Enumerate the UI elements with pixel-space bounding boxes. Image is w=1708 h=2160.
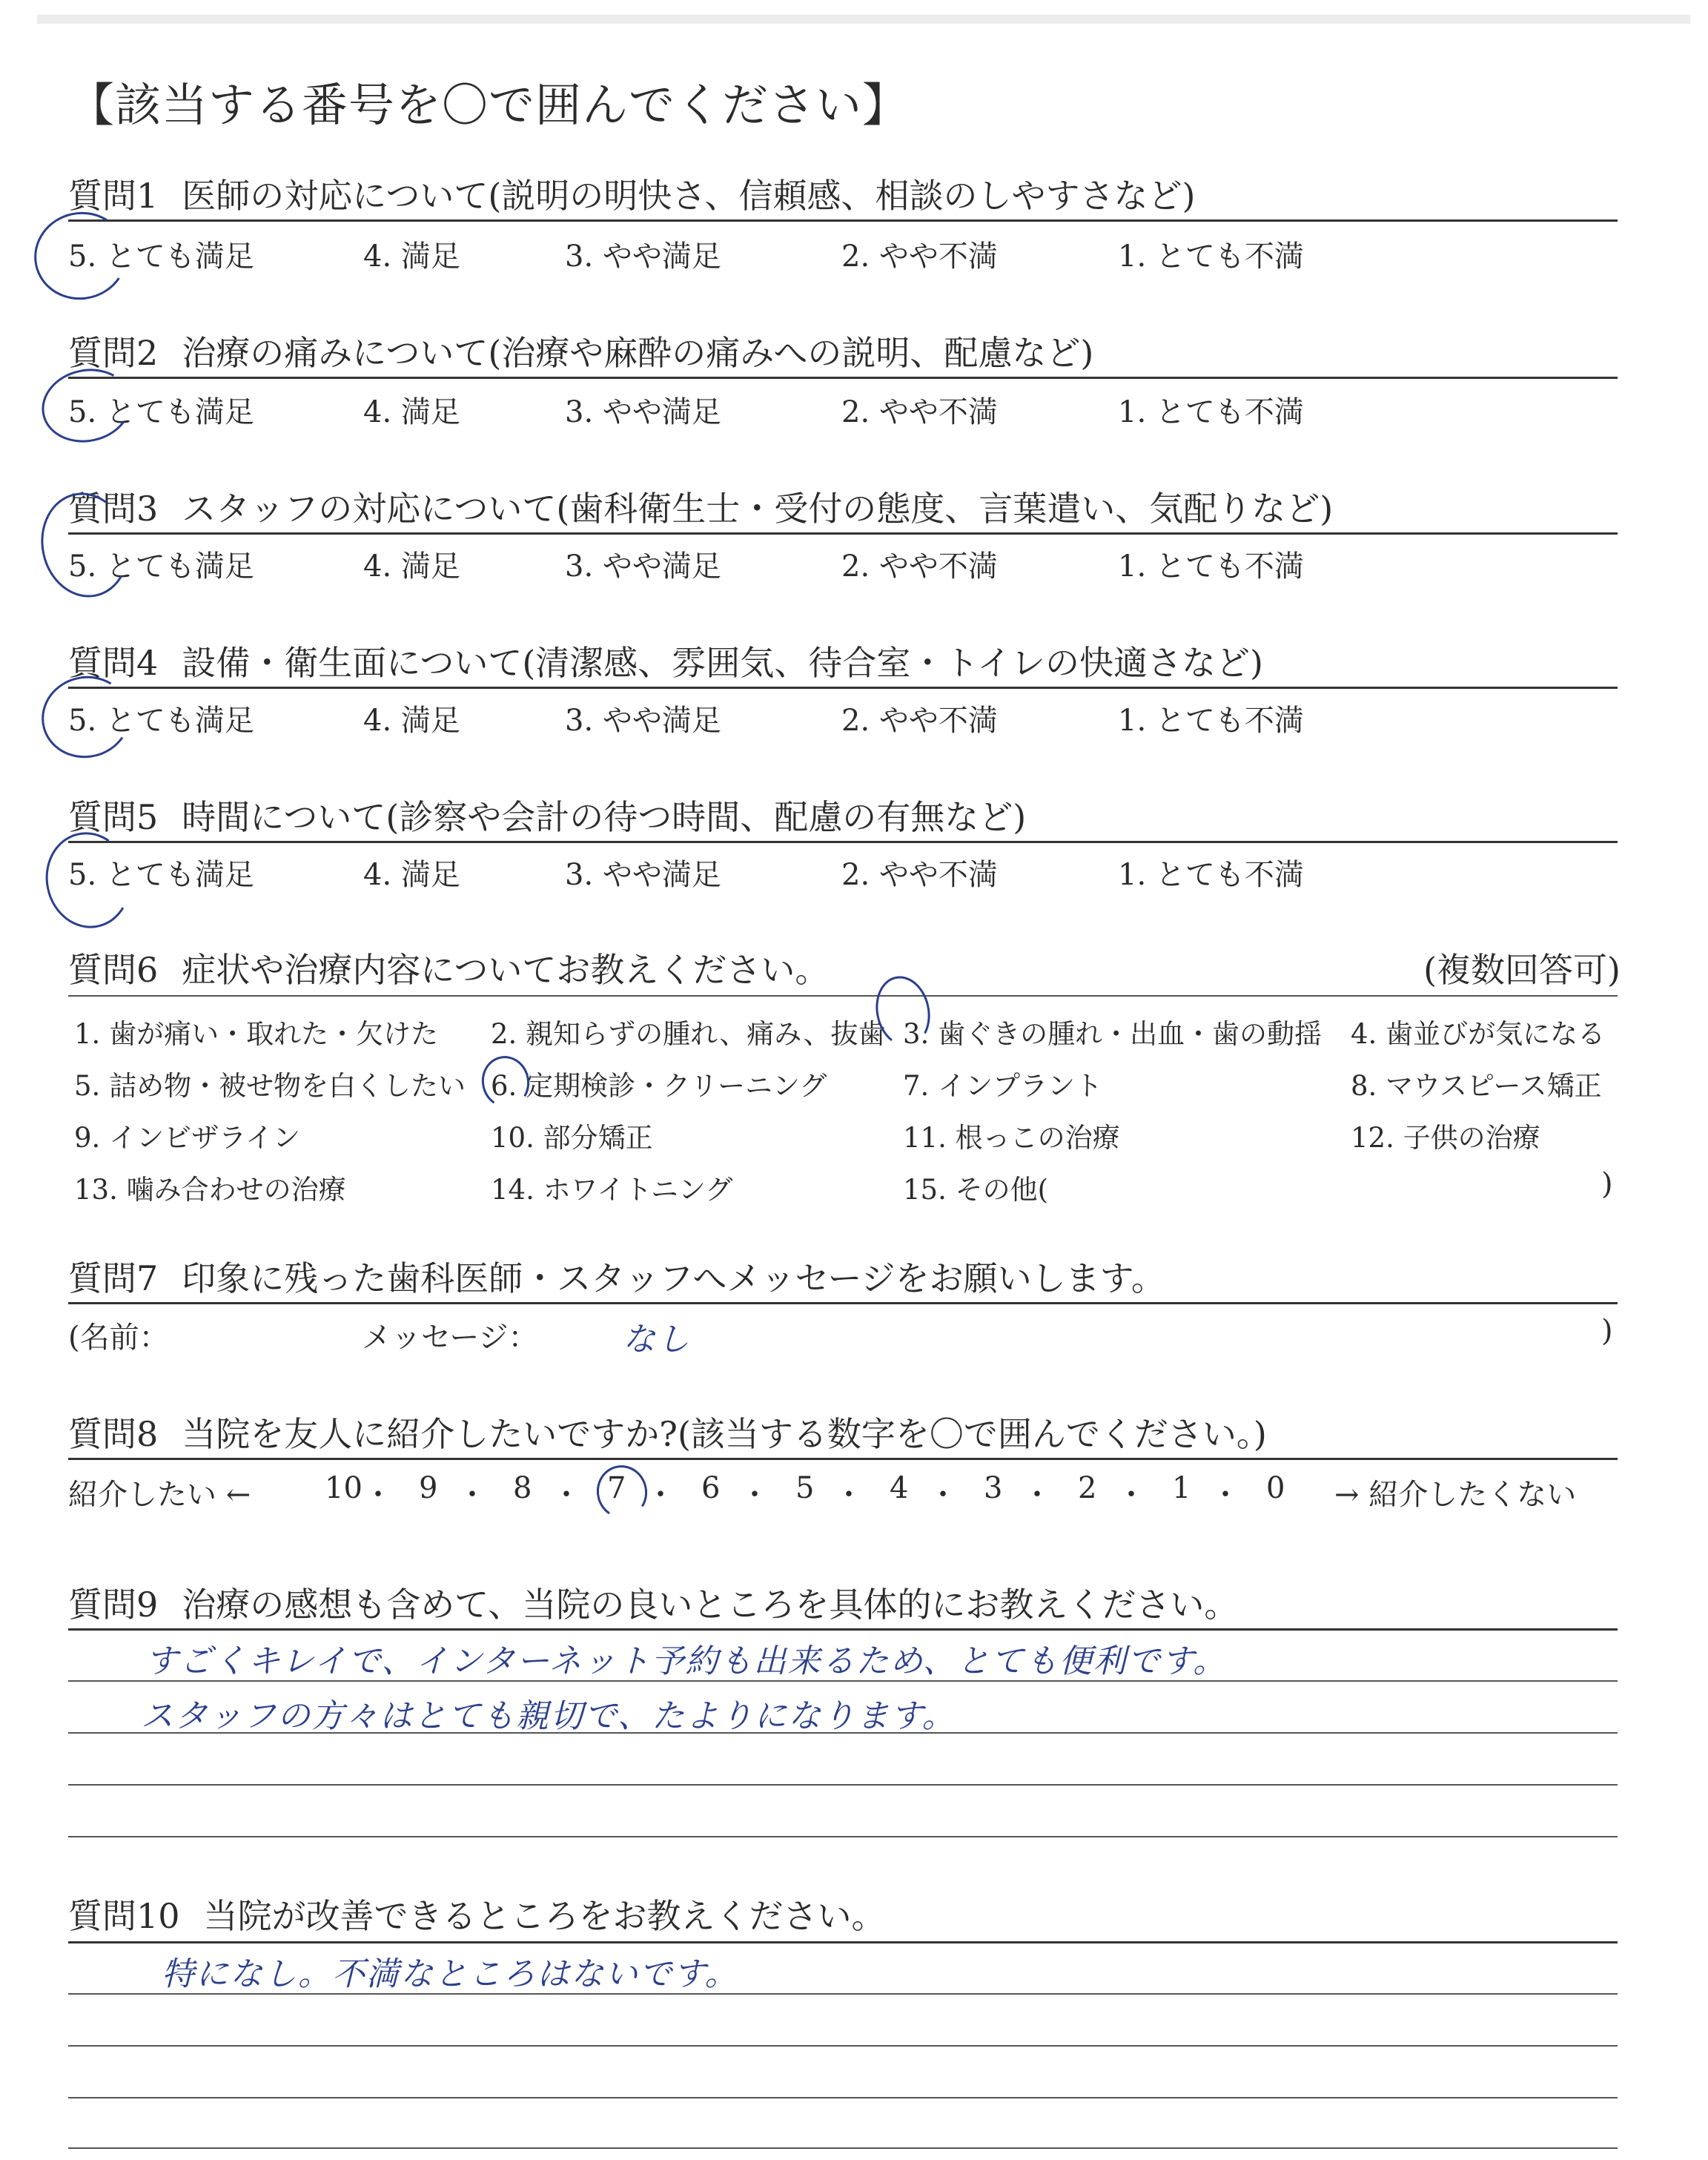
message-label: メッセージ： (362, 1321, 538, 1355)
question-10-heading (68, 1889, 886, 1938)
answer-line (68, 1784, 1618, 1786)
q4-option-4[interactable]: 4. 満足 (363, 704, 460, 738)
q3-option-3[interactable]: 3. やや満足 (565, 549, 721, 584)
answer-line (68, 1836, 1618, 1837)
q2-option-5[interactable]: 5. とても満足 (68, 395, 254, 429)
q6-option-14[interactable]: 14. ホワイトニング (491, 1174, 733, 1206)
q1-option-2[interactable]: 2. やや不満 (841, 240, 998, 274)
handwritten-answer-line-2: スタッフの方々はとても親切で、たよりになります。 (141, 1697, 956, 1735)
q6-option-15[interactable]: 15. その他( (903, 1174, 1049, 1206)
answer-line (68, 1628, 1618, 1631)
question-text: 当院が改善できるところをお教えください。 (203, 1896, 886, 1936)
scale-number-0[interactable]: 0 (1266, 1471, 1285, 1505)
scale-separator: ・ (1116, 1478, 1146, 1512)
q2-option-3[interactable]: 3. やや満足 (565, 395, 721, 429)
question-text: 設備・衛生面について(清潔感、雰囲気、待合室・トイレの快適さなど) (182, 643, 1263, 683)
question-3-heading (68, 482, 1333, 531)
answer-line (68, 2045, 1618, 2047)
scale-number-3[interactable]: 3 (984, 1471, 1003, 1505)
question-divider (68, 377, 1618, 379)
q1-option-1[interactable]: 1. とても不満 (1118, 240, 1304, 274)
question-divider (68, 1458, 1618, 1460)
q5-option-5[interactable]: 5. とても満足 (68, 858, 254, 892)
question-number: 質問9 (68, 1585, 159, 1625)
question-divider (68, 532, 1618, 535)
scale-number-1[interactable]: 1 (1172, 1471, 1191, 1505)
question-text: 治療の痛みについて(治療や麻酔の痛みへの説明、配慮など) (182, 333, 1094, 373)
scale-number-7[interactable]: 7 (607, 1471, 626, 1505)
q5-option-4[interactable]: 4. 満足 (363, 858, 460, 892)
question-7-heading (68, 1252, 1165, 1301)
scale-right-label: → 紹介したくない (1334, 1478, 1577, 1512)
q1-option-5[interactable]: 5. とても満足 (68, 240, 254, 274)
scale-separator: ・ (928, 1478, 958, 1512)
question-4-heading (68, 636, 1263, 685)
scale-number-6[interactable]: 6 (701, 1471, 721, 1505)
scale-number-8[interactable]: 8 (513, 1471, 532, 1505)
answer-line (68, 2147, 1618, 2149)
question-text: 当院を友人に紹介したいですか?(該当する数字を〇で囲んでください。) (182, 1414, 1267, 1454)
q6-option-11[interactable]: 11. 根っこの治療 (903, 1122, 1120, 1154)
question-number: 質問1 (68, 176, 159, 216)
question-text: 症状や治療内容についてお教えください。 (182, 950, 830, 990)
q6-option-2[interactable]: 2. 親知らずの腫れ、痛み、抜歯 (491, 1018, 886, 1050)
question-number: 質問2 (68, 333, 159, 373)
q5-option-1[interactable]: 1. とても不満 (1118, 858, 1304, 892)
question-2-heading (68, 326, 1093, 375)
scale-number-4[interactable]: 4 (890, 1471, 909, 1505)
scale-separator: ・ (740, 1478, 769, 1512)
question-divider (68, 841, 1618, 843)
question-number: 質問10 (68, 1896, 180, 1936)
q1-option-4[interactable]: 4. 満足 (363, 240, 460, 274)
q2-option-4[interactable]: 4. 満足 (363, 395, 460, 429)
q1-option-3[interactable]: 3. やや満足 (565, 240, 721, 274)
question-divider (68, 219, 1618, 222)
name-label: (名前： (68, 1321, 169, 1355)
q5-option-2[interactable]: 2. やや不満 (841, 858, 998, 892)
question-text: 時間について(診察や会計の待つ時間、配慮の有無など) (182, 797, 1027, 837)
question-5-heading (68, 790, 1026, 839)
scale-separator: ・ (1022, 1478, 1052, 1512)
question-number: 質問4 (68, 643, 159, 683)
question-text: スタッフの対応について(歯科衛生士・受付の態度、言葉遣い、気配りなど) (182, 489, 1334, 529)
scale-number-10[interactable]: 10 (325, 1471, 363, 1505)
question-number: 質問7 (68, 1258, 159, 1298)
scale-number-2[interactable]: 2 (1078, 1471, 1097, 1505)
question-divider (68, 995, 1618, 997)
q3-option-2[interactable]: 2. やや不満 (841, 549, 998, 584)
q3-option-4[interactable]: 4. 満足 (363, 549, 460, 584)
message-close-paren: ) (1601, 1314, 1613, 1348)
q6-option-6[interactable]: 6. 定期検診・クリーニング (491, 1070, 827, 1102)
question-text: 印象に残った歯科医師・スタッフへメッセージをお願いします。 (182, 1258, 1165, 1298)
handwritten-message-answer: なし (623, 1321, 691, 1358)
q6-option-8[interactable]: 8. マウスピース矯正 (1351, 1070, 1602, 1102)
q6-option-3[interactable]: 3. 歯ぐきの腫れ・出血・歯の動揺 (903, 1018, 1323, 1050)
q5-option-3[interactable]: 3. やや満足 (565, 858, 721, 892)
q6-option-1[interactable]: 1. 歯が痛い・取れた・欠けた (74, 1018, 439, 1050)
q2-option-2[interactable]: 2. やや不満 (841, 395, 998, 429)
question-6-heading (68, 943, 829, 992)
question-text: 治療の感想も含めて、当院の良いところを具体的にお教えください。 (182, 1585, 1239, 1625)
question-text: 医師の対応について(説明の明快さ、信頼感、相談のしやすさなど) (182, 176, 1196, 216)
answer-line (68, 2097, 1618, 2098)
q4-option-3[interactable]: 3. やや満足 (565, 704, 721, 738)
q6-option-9[interactable]: 9. インビザライン (74, 1122, 300, 1154)
question-9-heading (68, 1578, 1238, 1627)
q6-option-4[interactable]: 4. 歯並びが気になる (1351, 1018, 1606, 1050)
question-number: 質問8 (68, 1414, 159, 1454)
scale-number-5[interactable]: 5 (795, 1471, 815, 1505)
q6-option-10[interactable]: 10. 部分矯正 (491, 1122, 653, 1154)
page-title: 【該当する番号を〇で囲んでください】 (68, 78, 910, 132)
scale-separator: ・ (834, 1478, 864, 1512)
scan-top-edge (37, 15, 1690, 24)
q4-option-1[interactable]: 1. とても不満 (1118, 704, 1304, 738)
question-1-heading (68, 169, 1195, 218)
scale-separator: ・ (457, 1478, 487, 1512)
handwritten-answer-line-1: 特になし。不満なところはないです。 (162, 1955, 739, 1993)
question-number: 質問5 (68, 797, 159, 837)
q4-option-5[interactable]: 5. とても満足 (68, 704, 254, 738)
scale-separator: ・ (363, 1478, 393, 1512)
scale-separator: ・ (552, 1478, 581, 1512)
answer-line (68, 1941, 1618, 1943)
q6-option-7[interactable]: 7. インプラント (903, 1070, 1103, 1102)
question-number: 質問3 (68, 489, 159, 529)
scale-left-label: 紹介したい ← (68, 1478, 251, 1512)
q6-option-5[interactable]: 5. 詰め物・被せ物を白くしたい (74, 1070, 466, 1102)
q6-option-12[interactable]: 12. 子供の治療 (1351, 1122, 1540, 1154)
question-number: 質問6 (68, 950, 159, 990)
scale-number-9[interactable]: 9 (419, 1471, 438, 1505)
question-divider (68, 687, 1618, 689)
multiple-answer-note: (複数回答可) (1423, 950, 1621, 990)
handwritten-answer-line-1: すごくキレイで、インターネット予約も出来るため、とても便利です。 (145, 1642, 1228, 1680)
hand-drawn-circle (592, 1461, 652, 1524)
scale-separator: ・ (1211, 1478, 1240, 1512)
other-close-paren: ) (1601, 1167, 1613, 1201)
q2-option-1[interactable]: 1. とても不満 (1118, 395, 1304, 429)
q3-option-1[interactable]: 1. とても不満 (1118, 549, 1304, 584)
q6-option-13[interactable]: 13. 噛み合わせの治療 (74, 1174, 346, 1206)
question-8-heading (68, 1407, 1267, 1456)
question-divider (68, 1302, 1618, 1304)
q3-option-5[interactable]: 5. とても満足 (68, 549, 254, 584)
q4-option-2[interactable]: 2. やや不満 (841, 704, 998, 738)
scale-separator: ・ (646, 1478, 675, 1512)
